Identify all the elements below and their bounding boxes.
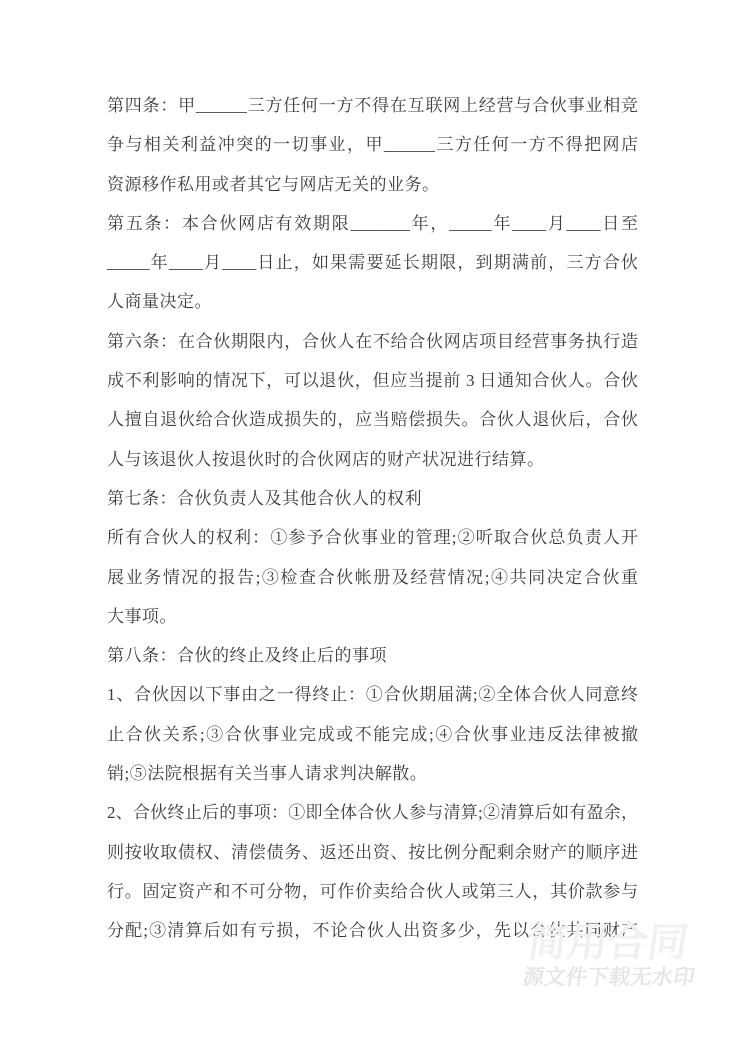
text-line: 所有合伙人的权利：①参予合伙事业的管理;②听取合伙总负责人开: [107, 528, 638, 548]
text-line: 1、合伙因以下事由之一得终止：①合伙期届满;②全体合伙人同意终: [107, 685, 638, 705]
text-line: 展业务情况的报告;③检查合伙帐册及经营情况;④共同决定合伙重: [107, 567, 638, 587]
text-line: 第六条：在合伙期限内，合伙人在不给合伙网店项目经营事务执行造: [107, 331, 638, 351]
article-5-paragraph: [107, 204, 638, 322]
text-line: 第五条：本合伙网店有效期限_______年，_____年____月____日至: [107, 213, 638, 233]
text-line: 行。固定资产和不可分物，可作价卖给合伙人或第三人，其价款参与: [107, 881, 638, 901]
text-line: 销;⑤法院根据有关当事人请求判决解散。: [107, 764, 428, 784]
article-7-heading: 第七条：合伙负责人及其他合伙人的权利: [107, 488, 422, 508]
text-line: 人与该退伙人按退伙时的合伙网店的财产状况进行结算。: [107, 449, 545, 469]
text-line: 2、合伙终止后的事项：①即全体合伙人参与清算;②清算后如有盈余，: [107, 803, 638, 823]
text-line: 资源移作私用或者其它与网店无关的业务。: [107, 174, 440, 194]
text-line: 则按收取债权、清偿债务、返还出资、按比例分配剩余财产的顺序进: [107, 842, 638, 862]
article-8-paragraph: [107, 636, 638, 950]
contract-body: [107, 86, 638, 951]
text-line: 大事项。: [107, 606, 177, 626]
text-line: 争与相关利益冲突的一切事业，甲______三方任何一方不得把网店: [107, 135, 638, 155]
article-8-heading: 第八条：合伙的终止及终止后的事项: [107, 646, 387, 666]
text-line: 止合伙关系;③合伙事业完成或不能完成;④合伙事业违反法律被撤: [107, 724, 638, 744]
text-line: _____年____月____日止，如果需要延长期限，到期满前，三方合伙: [107, 253, 638, 273]
article-4-paragraph: [107, 86, 638, 204]
text-line: 第四条：甲______三方任何一方不得在互联网上经营与合伙事业相竞: [107, 96, 638, 115]
text-line: 分配;③清算后如有亏损，不论合伙人出资多少，先以合伙共同财产: [107, 921, 638, 941]
text-line: 人商量决定。: [107, 292, 212, 312]
article-6-paragraph: [107, 322, 638, 479]
text-line: 成不利影响的情况下，可以退伙，但应当提前 3 日通知合伙人。合伙: [107, 371, 638, 391]
text-line: 人擅自退伙给合伙造成损失的，应当赔偿损失。合伙人退伙后，合伙: [107, 410, 638, 430]
watermark-tagline: 源文件下载无水印: [521, 966, 697, 989]
article-7-paragraph: [107, 479, 638, 636]
watermark-brand: 简用合同: [524, 921, 691, 965]
